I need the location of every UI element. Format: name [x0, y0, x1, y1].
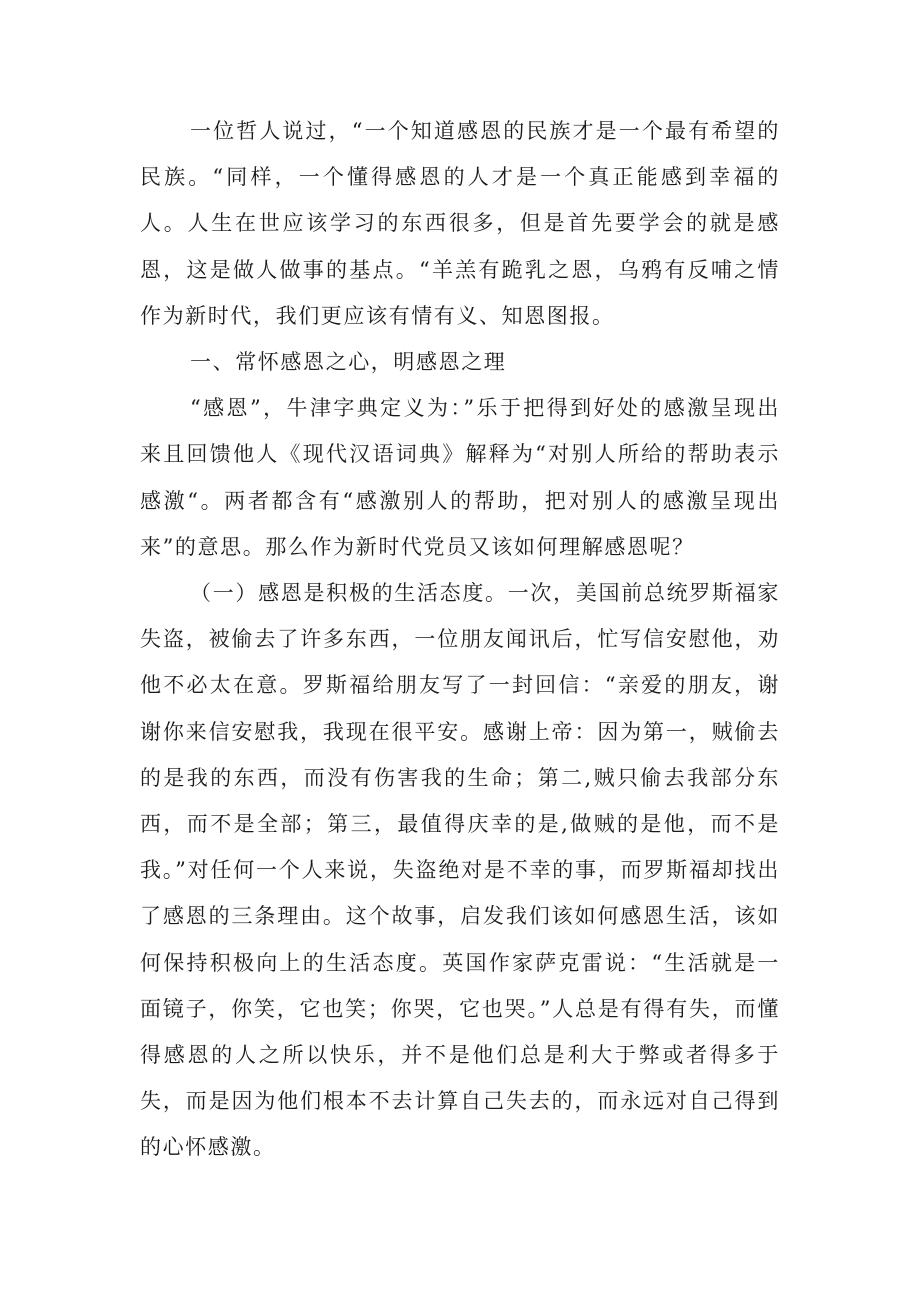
story-paragraph: （一）感恩是积极的生活态度。一次，美国前总统罗斯福家失盗，被偷去了许多东西，一位朋友闻讯后，忙写信安慰他，劝他不必太在意。罗斯福给朋友写了一封回信：“亲爱的朋友，谢谢你来信安慰我，我现在很平安。感谢上帝：因为第一，贼偷去的是我的东西，而没有伤害我的生命；第二,贼只偷去我部分东西，而不是全部；第三，最值得庆幸的是,做贼的是他，而不是我。”对任何一个人来说，失盗绝对是不幸的事，而罗斯福却找出了感恩的三条理由。这个故事，启发我们该如何感恩生活，该如何保持积极向上的生活态度。英国作家萨克雷说：“生活就是一面镜子，你笑，它也笑；你哭，它也哭。”人总是有得有失，而懂得感恩的人之所以快乐，并不是他们总是利大于弊或者得多于失，而是因为他们根本不去计算自己失去的，而永远对自己得到的心怀感激。 — [140, 581, 780, 1160]
definition-paragraph: “感恩”，牛津字典定义为：”乐于把得到好处的感激呈现出来且回馈他人《现代汉语词典》解释为“对别人所给的帮助表示感激“。两者都含有“感激别人的帮助，把对别人的感激呈现出来”的意思。那么作为新时代党员又该如何理解感恩呢？ — [140, 396, 780, 559]
intro-paragraph: 一位哲人说过，“一个知道感恩的民族才是一个最有希望的民族。“同样，一个懂得感恩的人才是一个真正能感到幸福的人。人生在世应该学习的东西很多，但是首先要学会的就是感恩，这是做人做事的基点。“羊羔有跪乳之恩，乌鸦有反哺之情作为新时代，我们更应该有情有义、知恩图报。 — [140, 119, 780, 328]
section-heading: 一、常怀感恩之心，明感恩之理 — [190, 350, 507, 375]
document-body — [140, 108, 780, 1171]
